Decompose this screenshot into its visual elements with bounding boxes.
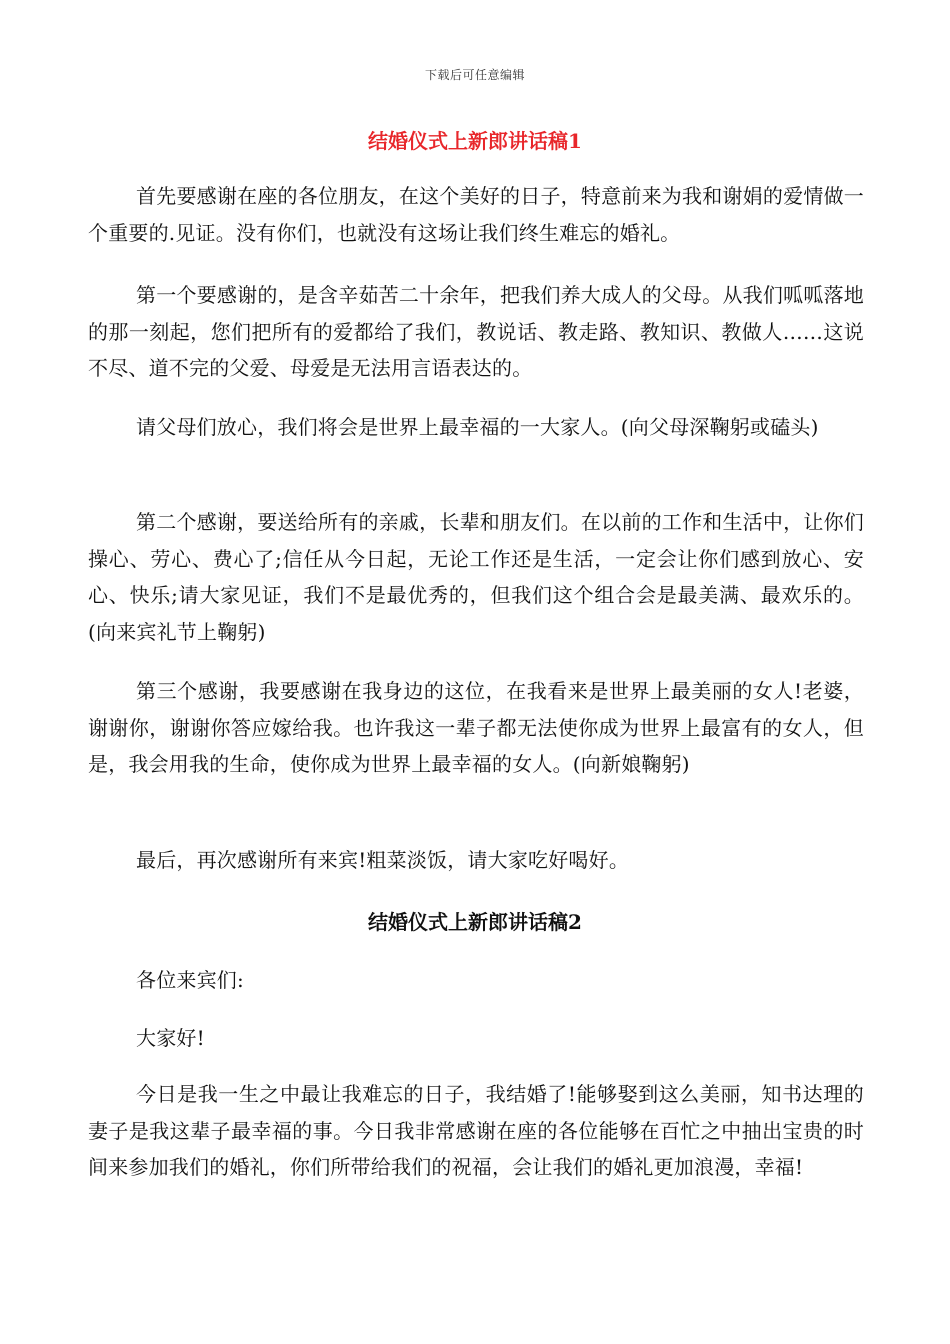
paragraph: 首先要感谢在座的各位朋友，在这个美好的日子，特意前来为我和谢娟的爱情做一个重要的.见证。没有你们，也就没有这场让我们终生难忘的婚礼。 [88,184,864,245]
paragraph: 第三个感谢，我要感谢在我身边的这位，在我看来是世界上最美丽的女人!老婆，谢谢你，谢谢你答应嫁给我。也许我这一辈子都无法使你成为世界上最富有的女人，但是，我会用我的生命，使你成为世界上最幸福的女人。(向新娘鞠躬) [88,679,864,776]
section-2-title: 结婚仪式上新郎讲话稿2 [368,910,582,934]
paragraph: 大家好! [136,1026,205,1050]
paragraph: 第二个感谢，要送给所有的亲戚，长辈和朋友们。在以前的工作和生活中，让你们操心、劳心、费心了;信任从今日起，无论工作还是生活，一定会让你们感到放心、安心、快乐;请大家见证，我们不是最优秀的，但我们这个组合会是最美满、最欢乐的。(向来宾礼节上鞠躬) [88,510,864,644]
header-note: 下载后可任意编辑 [424,68,525,82]
section-1-title: 结婚仪式上新郎讲话稿1 [368,129,582,153]
paragraph: 最后，再次感谢所有来宾!粗菜淡饭，请大家吃好喝好。 [136,848,630,872]
paragraph: 请父母们放心，我们将会是世界上最幸福的一大家人。(向父母深鞠躬或磕头) [136,415,819,439]
paragraph: 第一个要感谢的，是含辛茹苦二十余年，把我们养大成人的父母。从我们呱呱落地的那一刻起，您们把所有的爱都给了我们，教说话、教走路、教知识、教做人……这说不尽、道不完的父爱、母爱是无法用言语表达的。 [88,283,864,380]
paragraph: 各位来宾们: [136,968,244,992]
paragraph: 今日是我一生之中最让我难忘的日子，我结婚了!能够娶到这么美丽，知书达理的妻子是我这辈子最幸福的事。今日我非常感谢在座的各位能够在百忙之中抽出宝贵的时间来参加我们的婚礼，你们所带给我们的祝福，会让我们的婚礼更加浪漫，幸福! [88,1082,864,1179]
